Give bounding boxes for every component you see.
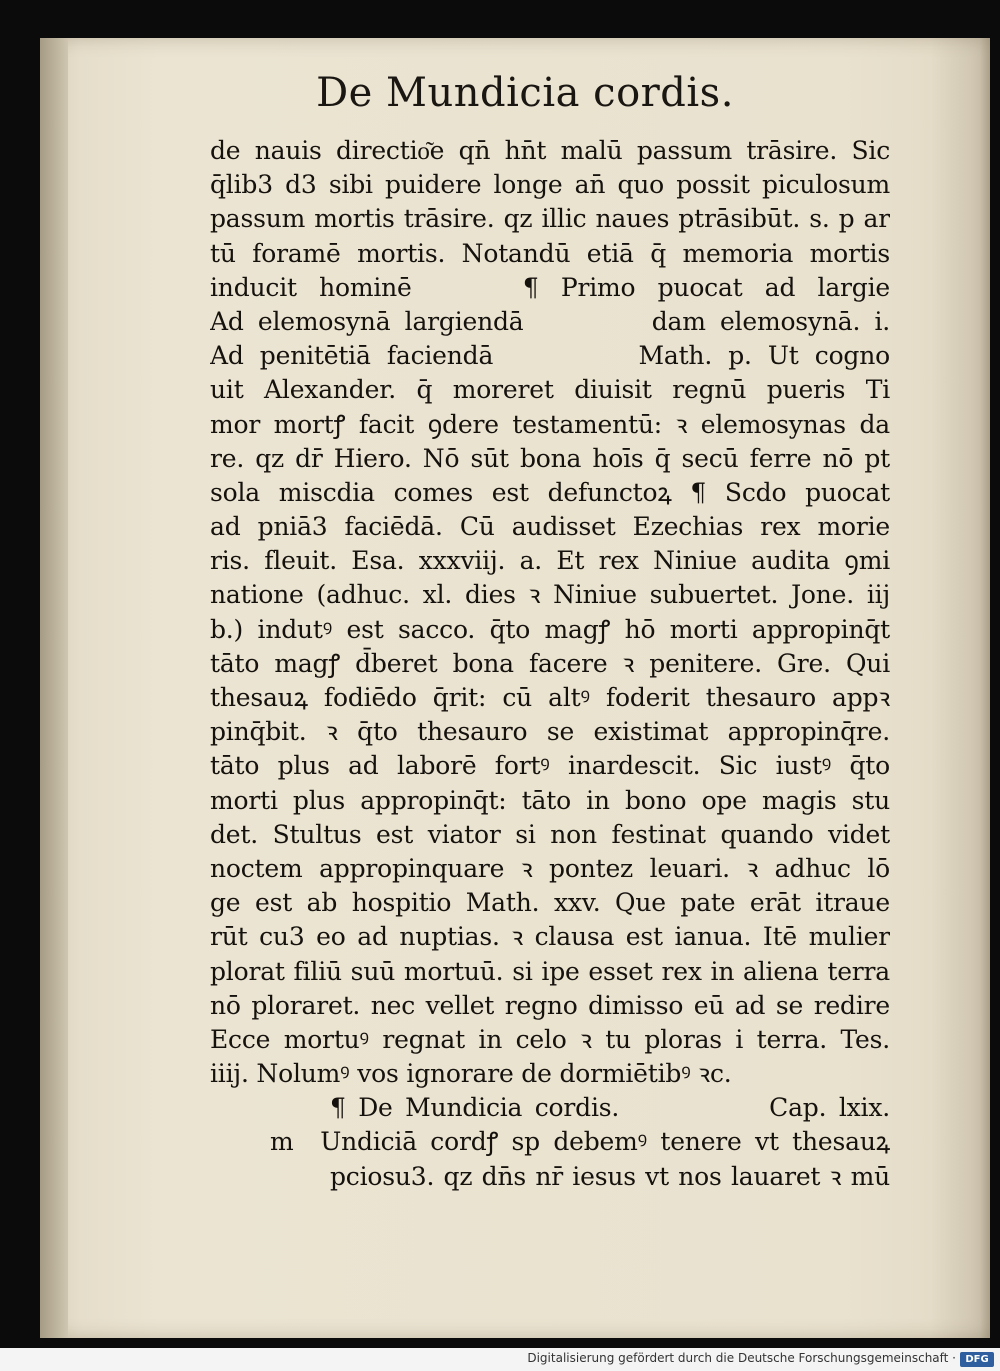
text-line: inducit hominē ¶ Primo puocat ad largie: [210, 272, 890, 302]
text-line: pciosu3. qz dn̄s nr̄ iesus vt nos lauaret ꝛ mū: [330, 1161, 890, 1191]
text-line: de nauis directio͂e qn̄ hn̄t malū passum trāsire. Sic: [210, 136, 890, 165]
chapter-first-line: m Undiciā cordꝭ sp debemꝰ tenere vt thesauꝝ: [270, 1127, 890, 1157]
text-line: tū foramē mortis. Notandū etiā q̄ memoria mortis: [210, 238, 890, 268]
text-line: plorat filiū suū mortuū. si ipe esset rex in aliena terra: [210, 956, 890, 986]
text-line: iiij. Nolumꝰ vos ignorare de dormiētibꝰ ꝛc.: [210, 1059, 732, 1089]
text-line: rūt cu3 eo ad nuptias. ꝛ clausa est ianua. Itē mulier: [210, 922, 890, 952]
text-line: Ecce mortuꝰ regnat in celo ꝛ tu ploras i terra. Tes.: [210, 1024, 890, 1054]
page-edge-shadow: [930, 38, 990, 1338]
text-line: ge est ab hospitio Math. xxv. Que pate erāt itraue: [210, 888, 890, 918]
text-line: morti plus appropinq̄t: tāto in bono ope magis stu: [210, 785, 890, 815]
text-block: [210, 134, 890, 1194]
text-line: tāto magꝭ d̄beret bona facere ꝛ penitere. Gre. Qui: [210, 648, 890, 678]
text-line: q̄lib3 d3 sibi puidere longe an̄ quo possit piculosum: [210, 170, 890, 200]
page-gutter: [40, 38, 68, 1338]
text-line: ad pniā3 faciēdā. Cū audisset Ezechias rex morie: [210, 512, 890, 542]
text-line: b.) indutꝰ est sacco. q̄to magꝭ hō morti appropinq̄t: [210, 614, 890, 644]
text-line: ris. fleuit. Esa. xxxviij. a. Et rex Niniue audita ꝯmi: [210, 546, 890, 576]
text-line: natione (adhuc. xl. dies ꝛ Niniue subuertet. Jone. iij: [210, 580, 890, 610]
text-line: Ad elemosynā largiendā dam elemosynā. i.: [210, 306, 890, 336]
text-line: Ad penitētiā faciendā Math. p. Ut cogno: [210, 341, 890, 371]
text-line: det. Stultus est viator si non festinat quando videt: [210, 819, 890, 849]
text-line: re. qz dr̄ Hiero. Nō sūt bona hoīs q̄ secū ferre nō pt: [210, 443, 890, 473]
dfg-logo: DFG: [960, 1352, 994, 1367]
text-line: passum mortis trāsire. qz illic naues ptrāsibūt. s. p ar: [210, 204, 890, 234]
text-line: tāto plus ad laborē fortꝰ inardescit. Sic iustꝰ q̄to: [210, 751, 890, 781]
text-line: thesauꝝ fodiēdo q̄rit: cū altꝰ foderit thesauro appꝛ: [210, 683, 890, 712]
chapter-heading: ¶ De Mundicia cordis. Cap. lxix.: [330, 1093, 890, 1123]
running-head: De Mundicia cordis.: [316, 70, 734, 116]
text-line: nō ploraret. nec vellet regno dimisso eū ad se redire: [210, 990, 890, 1020]
text-line: pinq̄bit. ꝛ q̄to thesauro se existimat appropinq̄re.: [210, 717, 890, 747]
text-line: mor mortꝭ facit ꝯdere testamentū: ꝛ elemosynas da: [210, 409, 890, 439]
text-line: sola miscdia comes est defunctoꝝ ¶ Scdo puocat: [210, 477, 890, 507]
text-line: uit Alexander. q̄ moreret diuisit regnū pueris Ti: [210, 375, 890, 405]
text-line: noctem appropinquare ꝛ pontez leuari. ꝛ adhuc lō: [210, 853, 890, 883]
digitization-credit: Digitalisierung gefördert durch die Deutsche Forschungsgemeinschaft ·: [527, 1351, 956, 1365]
